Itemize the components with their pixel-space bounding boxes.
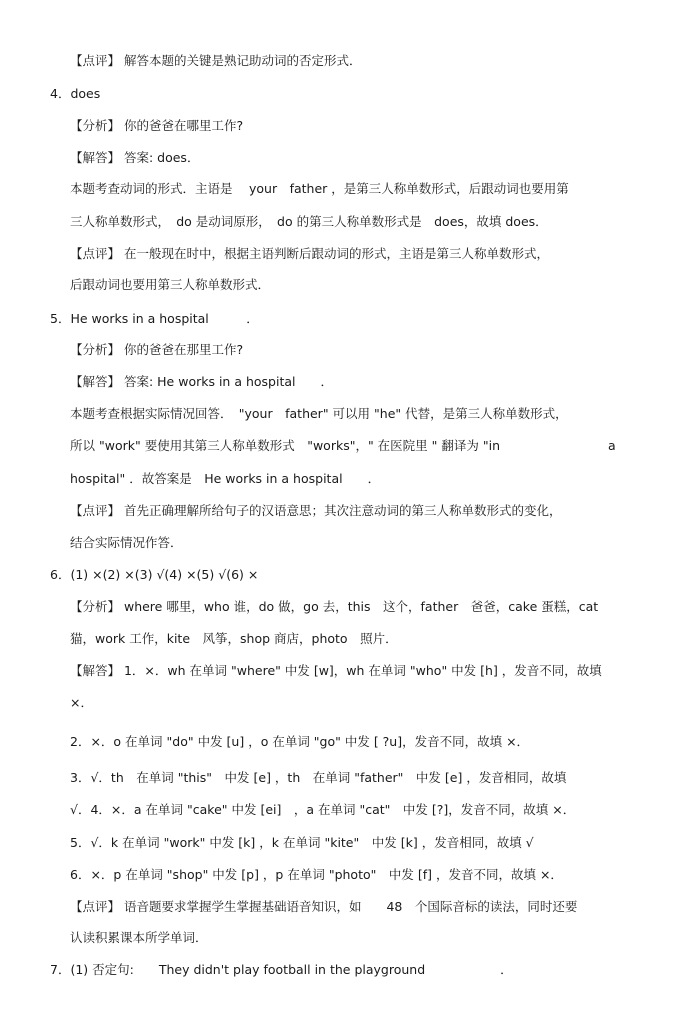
explanation-line-tail: a [608,438,616,453]
comment-line: 后跟动词也要用第三人称单数形式． [70,277,271,292]
explanation-line: hospital" ．故答案是 He works in a hospital ． [70,471,381,486]
explanation-line: 三人称单数形式， do 是动词原形， do 的第三人称单数形式是 does，故填 does． [70,214,548,229]
solution-line: 5．√．k 在单词 "work" 中发 [k] ，k 在单词 "kite" 中发 [k] ，发音相同，故填 √ [70,835,534,850]
solution-line: 【解答】 答案: He works in a hospital ． [70,374,333,389]
solution-line: 【解答】 答案: does． [70,150,200,165]
analysis-line: 【分析】 你的爸爸在哪里工作? [70,118,244,133]
question-6-answer: 6．(1) ×(2) ×(3) √(4) ×(5) √(6) × [50,567,259,582]
explanation-line: 本题考查动词的形式．主语是 your father ，是第三人称单数形式，后跟动词也要用第 [70,181,569,196]
question-5-answer: 5．He works in a hospital ． [50,311,259,326]
comment-line: 认读积累课本所学单词． [70,930,208,945]
solution-line: 3．√．th 在单词 "this" 中发 [e] ，th 在单词 "father" 中发 [e] ，发音相同，故填 [70,770,567,785]
comment-line: 【点评】 解答本题的关键是熟记助动词的否定形式． [70,53,362,68]
solution-line: ×． [70,695,93,710]
explanation-line: 所以 "work" 要使用其第三人称单数形式 "works"，" 在医院里 " 翻译为 "in [70,438,500,453]
comment-line: 结合实际情况作答． [70,535,183,550]
analysis-line: 猫，work 工作，kite 风筝，shop 商店，photo 照片． [70,631,398,646]
comment-line: 【点评】 首先正确理解所给句子的汉语意思；其次注意动词的第三人称单数形式的变化， [70,503,562,518]
solution-line: 6．×．p 在单词 "shop" 中发 [p] ，p 在单词 "photo" 中发 [f] ，发音不同，故填 ×． [70,867,563,882]
comment-line: 【点评】 语音题要求掌握学生掌握基础语音知识，如 48 个国际音标的读法，同时还要 [70,899,578,914]
solution-line: √．4．×．a 在单词 "cake" 中发 [ei] ，a 在单词 "cat" 中发 [?]，发音不同，故填 ×． [70,802,576,817]
solution-line: 【解答】 1．×．wh 在单词 "where" 中发 [w]，wh 在单词 "who" 中发 [h] ，发音不同，故填 [70,663,602,678]
question-4-answer: 4．does [50,86,101,101]
solution-line: 2．×．o 在单词 "do" 中发 [u] ，o 在单词 "go" 中发 [ ?u]，发音不同，故填 ×． [70,734,530,749]
analysis-line: 【分析】 where 哪里，who 谁，do 做，go 去，this 这个，father 爸爸，cake 蛋糕，cat [70,599,599,614]
question-7-answer: 7．(1) 否定句: They didn't play football in the playground ． [50,962,513,977]
comment-line: 【点评】 在一般现在时中，根据主语判断后跟动词的形式，主语是第三人称单数形式， [70,246,549,261]
analysis-line: 【分析】 你的爸爸在那里工作? [70,342,244,357]
explanation-line: 本题考查根据实际情况回答． "your father" 可以用 "he" 代替，是第三人称单数形式， [70,406,568,421]
